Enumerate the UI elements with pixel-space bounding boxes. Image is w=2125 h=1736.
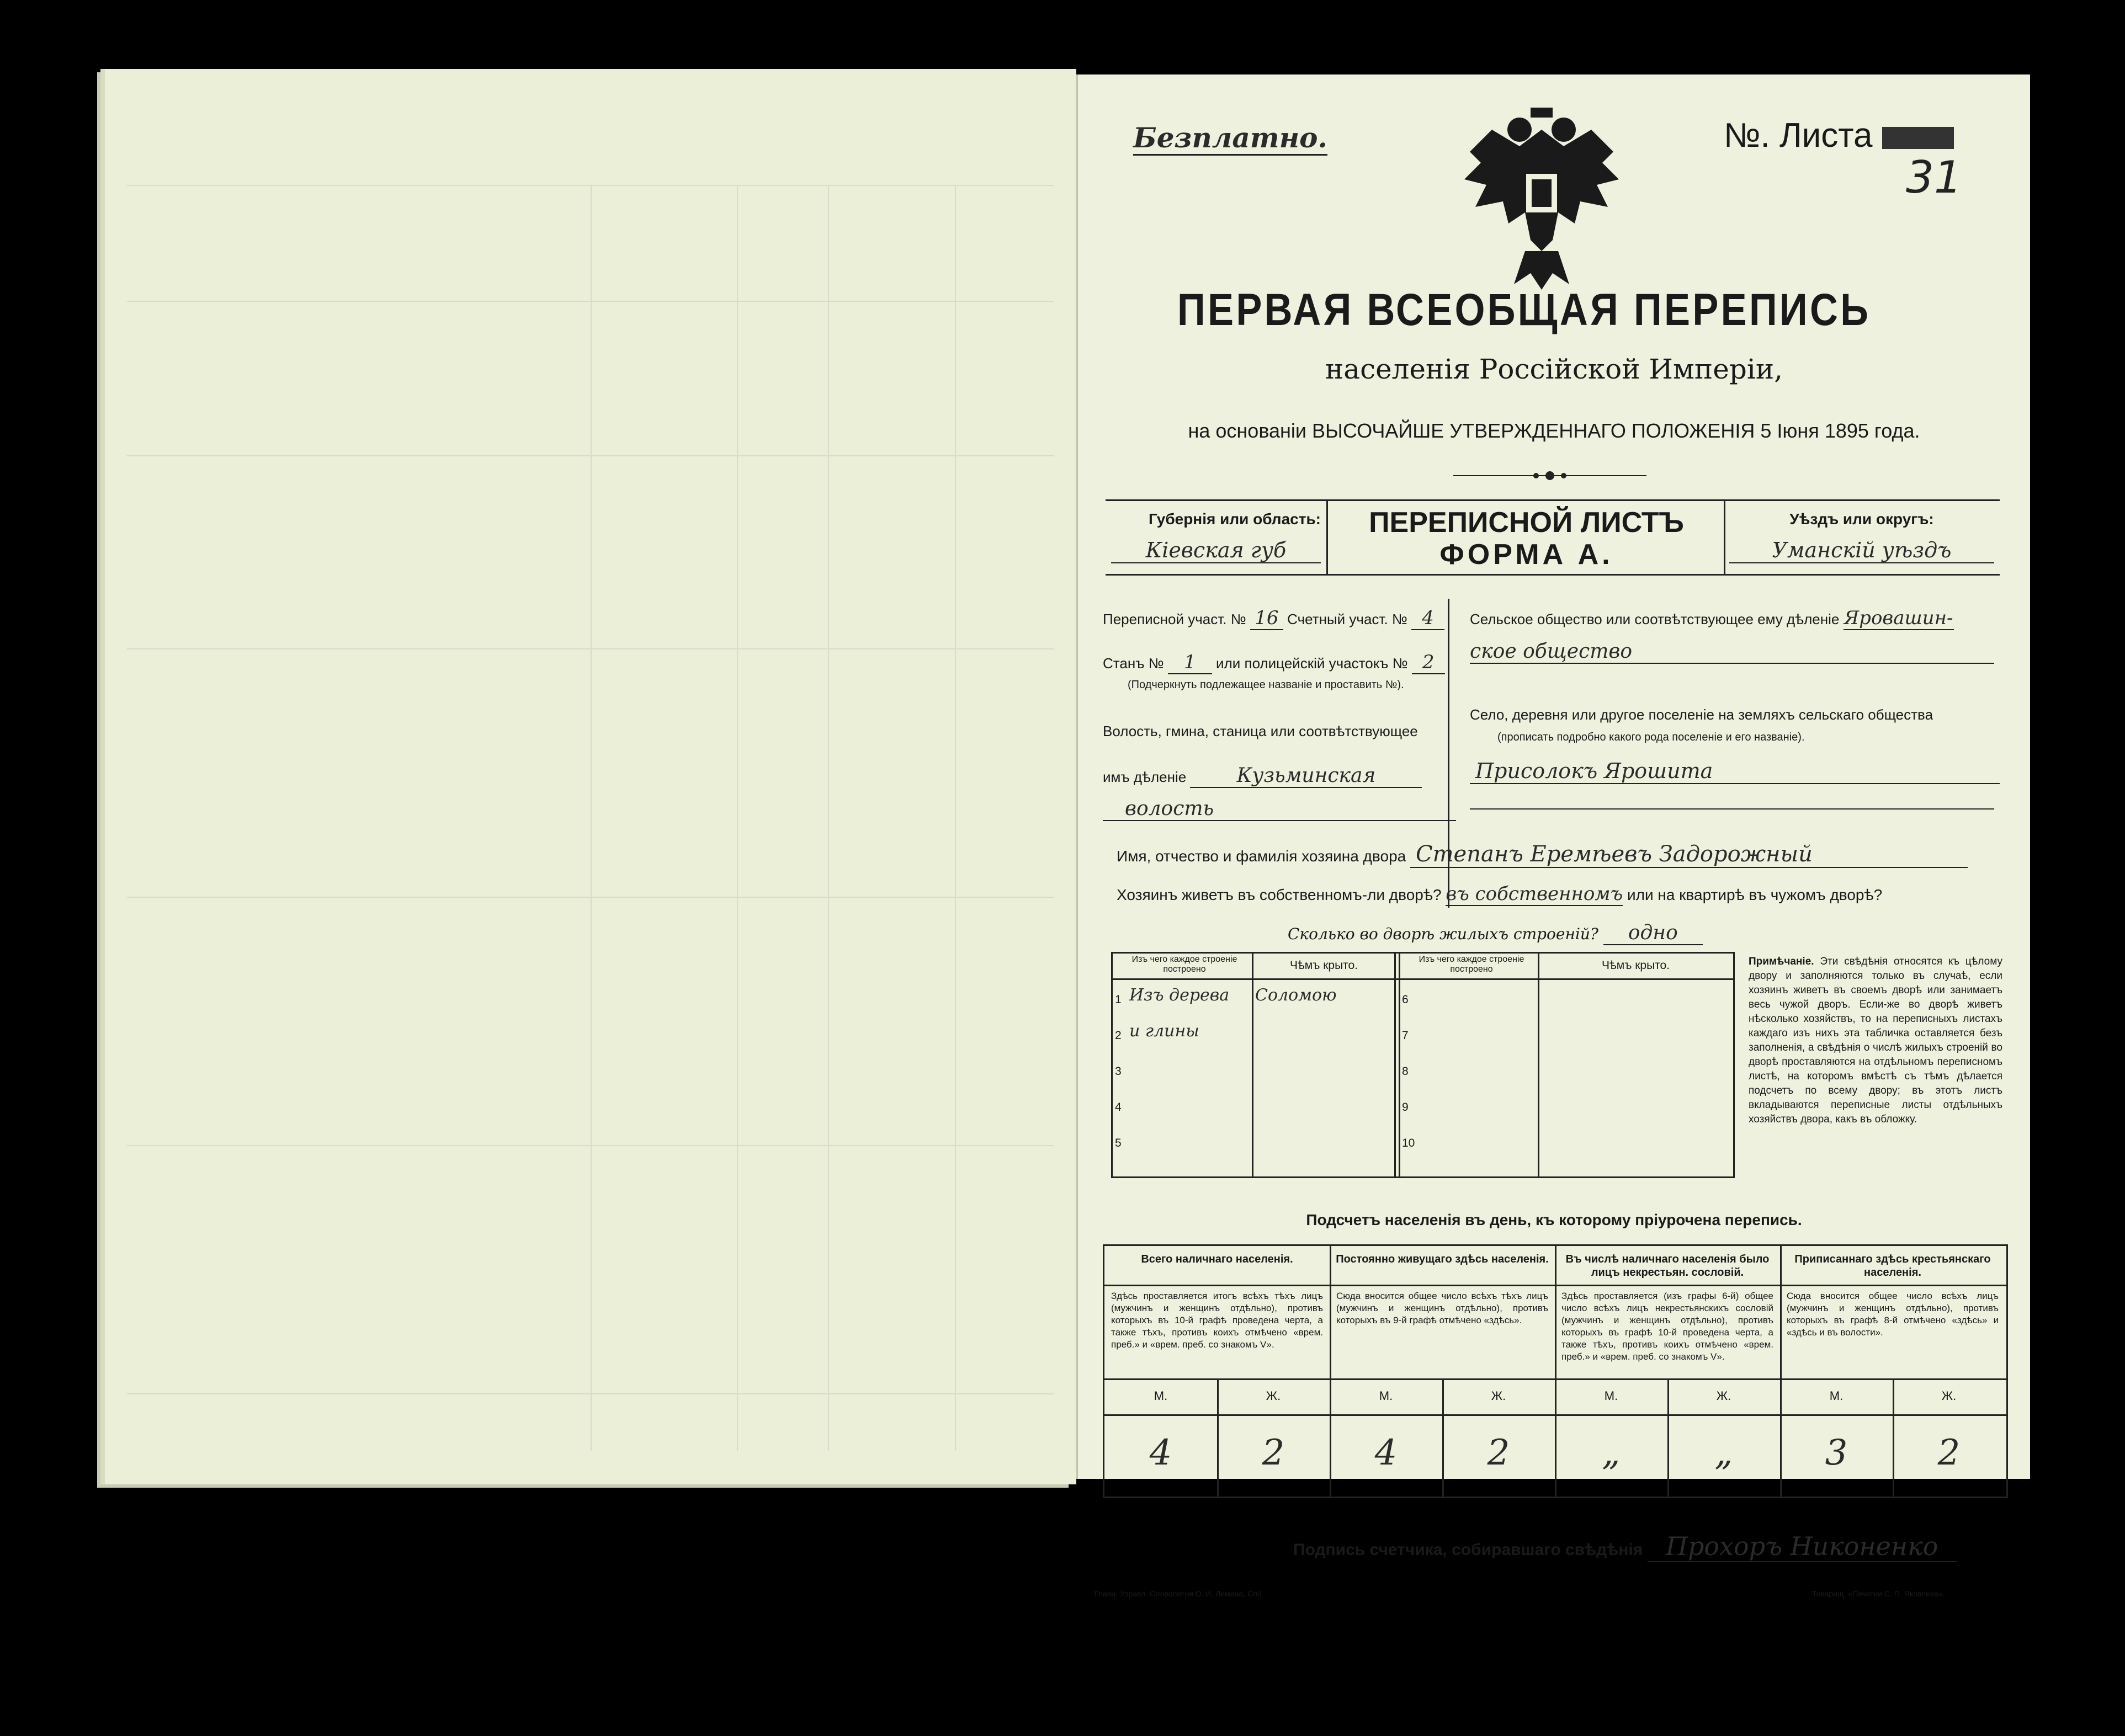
faint-rule [127,1145,1054,1146]
population-col-desc: Здѣсь проставляется (изъ графы 6-й) общее число всѣхъ лицъ некрестьянскихъ сословій (мужчинъ и женщинъ отдѣльно), противъ которыхъ въ графѣ 10-й проведена черта, а также тѣхъ, противъ коихъ отмѣчено «врем. преб.» и «врем. преб. со знакомъ V». [1561,1291,1773,1362]
imperial-eagle-emblem [1459,108,1624,295]
owner-lives-label-2: или на квартирѣ въ чужомъ дворѣ? [1627,886,1883,903]
society-value: Яровашин- [1844,607,1953,629]
guberniya-label: Губернія или область: [1148,510,1321,528]
row-number: 5 [1115,1137,1122,1149]
volost-label: Волость, гмина, станица или соотвѣтствующее [1103,723,1418,739]
owner-lives-value: въ собственномъ [1446,883,1623,905]
population-table [1103,1244,2008,1498]
owner-name-value: Степанъ Еремѣевъ Задорожный [1410,842,1968,868]
form-subtitle: ФОРМА А. [1439,539,1613,571]
village-label: Село, деревня или другое поселеніе на земляхъ сельскаго общества [1470,706,1933,723]
row-number: 1 [1115,993,1122,1006]
printer-left: Главн. Управл. Словолитня О. И. Лемана, Спб. [1095,1589,1264,1598]
population-col-desc: Сюда вносится общее число всѣхъ лицъ (мужчинъ и женщинъ отдѣльно), противъ которыхъ въ графѣ 8-й отмѣчено «здѣсь» и «здѣсь и въ волости». [1787,1291,1999,1338]
male-label: М. [1829,1389,1844,1403]
building-material: и глины [1129,1021,1199,1041]
village-note: (прописать подробно какого рода поселеніе и его названіе). [1497,731,1805,743]
col-roof-header: Чѣмъ крыто. [1601,959,1670,972]
female-label: Ж. [1266,1389,1281,1403]
female-count: 2 [1937,1433,1961,1473]
faint-rule [127,455,1054,456]
female-label: Ж. [1491,1389,1506,1403]
police-label: или полицейскій участокъ № [1216,655,1408,672]
stan-label: Станъ № [1103,655,1164,672]
buildings-label: Сколько во дворѣ жилыхъ строеній? [1288,925,1598,943]
owner-lives-label: Хозяинъ живетъ въ собственномъ-ли дворѣ? [1117,886,1442,903]
census-form-page [1076,74,2030,1598]
female-count: 2 [1487,1433,1510,1473]
note-label: Примѣчаніе. [1749,956,1814,967]
population-col-title: Постоянно живущаго здѣсь населенія. [1336,1253,1549,1265]
police-value: 2 [1412,651,1445,674]
male-label: М. [1379,1389,1393,1403]
row-number: 4 [1115,1101,1122,1114]
faint-rule [127,1393,1054,1394]
population-col-desc: Здѣсь проставляется итогъ всѣхъ тѣхъ лицъ (мужчинъ и женщинъ отдѣльно), противъ которыхъ въ 10-й графѣ проведена черта, а также тѣхъ, противъ коихъ отмѣчено «врем. преб.» и «врем. преб. со знакомъ V». [1111,1291,1323,1350]
female-label: Ж. [1941,1389,1957,1403]
owner-name-label: Имя, отчество и фамилія хозяина двора [1117,848,1406,865]
note-text: Эти свѣдѣнія относятся къ цѣлому двору и заполняются только въ случаѣ, если хозяинъ живетъ въ своемъ дворѣ или занимаетъ весь чужой дворъ. Если-же во дворѣ живетъ нѣсколько хозяйствъ, то на переписныхъ листахъ каждаго изъ нихъ эта табличка оставляется безъ заполненія, а свѣдѣнія о числѣ жилыхъ строеній во дворѣ проставляются на отдѣльномъ переписномъ листѣ, на которомъ вмѣстѣ съ тѣмъ дѣлается подсчетъ по всему двору; въ этотъ листъ вкладываются переписные листы отдѣльныхъ хозяйствъ двора, какъ въ обложку. [1749,956,2003,1125]
rule [1470,808,1994,810]
volost-label-2: имъ дѣленіе [1103,769,1187,785]
ornament-divider [1453,467,1646,484]
faint-rule [127,185,1054,186]
stan-value: 1 [1168,651,1212,674]
signature-label: Подпись счетчика, собиравшаго свѣдѣнія [1293,1541,1643,1559]
footnote [1749,955,2002,1127]
volost-value-2: волость [1103,797,1456,821]
row-number: 6 [1402,993,1409,1006]
faint-rule [127,648,1054,649]
census-area-value: 16 [1250,607,1283,630]
society-value-2: ское общество [1470,640,1994,664]
underline-note: (Подчеркнуть подлежащее названіе и проставить №). [1128,679,1404,691]
census-title: ПЕРВАЯ ВСЕОБЩАЯ ПЕРЕПИСЬ [1177,285,1871,335]
row-number: 9 [1402,1101,1409,1114]
col-roof-header: Чѣмъ крыто. [1289,959,1358,972]
printer-right: Товарищ. «Печатни С. П. Яковлева». [1812,1589,1945,1598]
left-page-blank [105,69,1076,1484]
male-count: 3 [1825,1433,1848,1473]
population-heading: Подсчетъ населенія въ день, къ которому пріурочена перепись. [1306,1211,1802,1228]
faint-rule [127,897,1054,898]
building-roof: Соломою [1255,986,1337,1005]
sheet-number-blot [1882,127,1954,149]
sheet-number-handwritten: 31 [1906,152,1962,203]
male-label: М. [1604,1389,1618,1403]
male-count: „ [1602,1433,1621,1473]
row-number: 8 [1402,1065,1409,1078]
faint-rule [828,185,829,1451]
signature-value: Прохоръ Никоненко [1648,1531,1957,1562]
population-col-title: Въ числѣ наличнаго населенія было лицъ некрестьян. сословій. [1565,1253,1770,1279]
population-col-title: Всего наличнаго населенія. [1141,1253,1293,1265]
faint-rule [591,185,592,1451]
census-subtitle: населенія Россійской Имперіи, [1325,353,1783,385]
female-count: „ [1714,1433,1733,1473]
population-col-desc: Сюда вносится общее число всѣхъ тѣхъ лицъ (мужчинъ и женщинъ отдѣльно), противъ которыхъ въ 9-й графѣ отмѣчено «здѣсь». [1336,1291,1548,1325]
col-material-header: Изъ чего каждое строеніе построено [1419,955,1524,974]
volost-value: Кузьминская [1190,764,1422,788]
male-count: 4 [1149,1433,1172,1473]
census-area-label: Переписной участ. № [1103,611,1246,627]
free-label: Безплатно. [1133,121,1327,156]
uezd-value: Уманскій уѣздъ [1729,538,1994,563]
buildings-value: одно [1603,922,1703,945]
guberniya-value: Кіевская губ [1111,538,1321,563]
population-col-title: Приписаннаго здѣсь крестьянскаго населенія. [1794,1253,1991,1279]
row-number: 7 [1402,1029,1409,1042]
uezd-label: Уѣздъ или округъ: [1789,510,1934,528]
male-count: 4 [1374,1433,1398,1473]
faint-rule [127,301,1054,302]
count-area-label: Счетный участ. № [1287,611,1407,627]
count-area-value: 4 [1411,607,1444,630]
col-material-header: Изъ чего каждое строеніе построено [1131,955,1237,974]
faint-rule [955,185,956,1451]
society-label: Сельское общество или соотвѣтствующее ему дѣленіе [1470,611,1840,627]
village-value: Присолокъ Ярошита [1470,759,2000,784]
row-number: 10 [1402,1137,1415,1149]
building-material: Изъ дерева [1129,986,1230,1005]
female-count: 2 [1262,1433,1285,1473]
buildings-table [1111,952,1735,1178]
rule [1106,499,2000,501]
female-label: Ж. [1716,1389,1731,1403]
rule [1326,499,1328,576]
form-title: ПЕРЕПИСНОЙ ЛИСТЪ [1369,507,1684,539]
row-number: 3 [1115,1065,1122,1078]
sheet-number-label: №. Листа [1724,116,1873,155]
faint-rule [737,185,738,1451]
rule [1106,574,2000,576]
census-basis: на основаніи ВЫСОЧАЙШЕ УТВЕРЖДЕННАГО ПОЛОЖЕНІЯ 5 Іюня 1895 года. [1188,419,1920,442]
row-number: 2 [1115,1029,1122,1042]
rule [1724,499,1725,576]
male-label: М. [1154,1389,1168,1403]
